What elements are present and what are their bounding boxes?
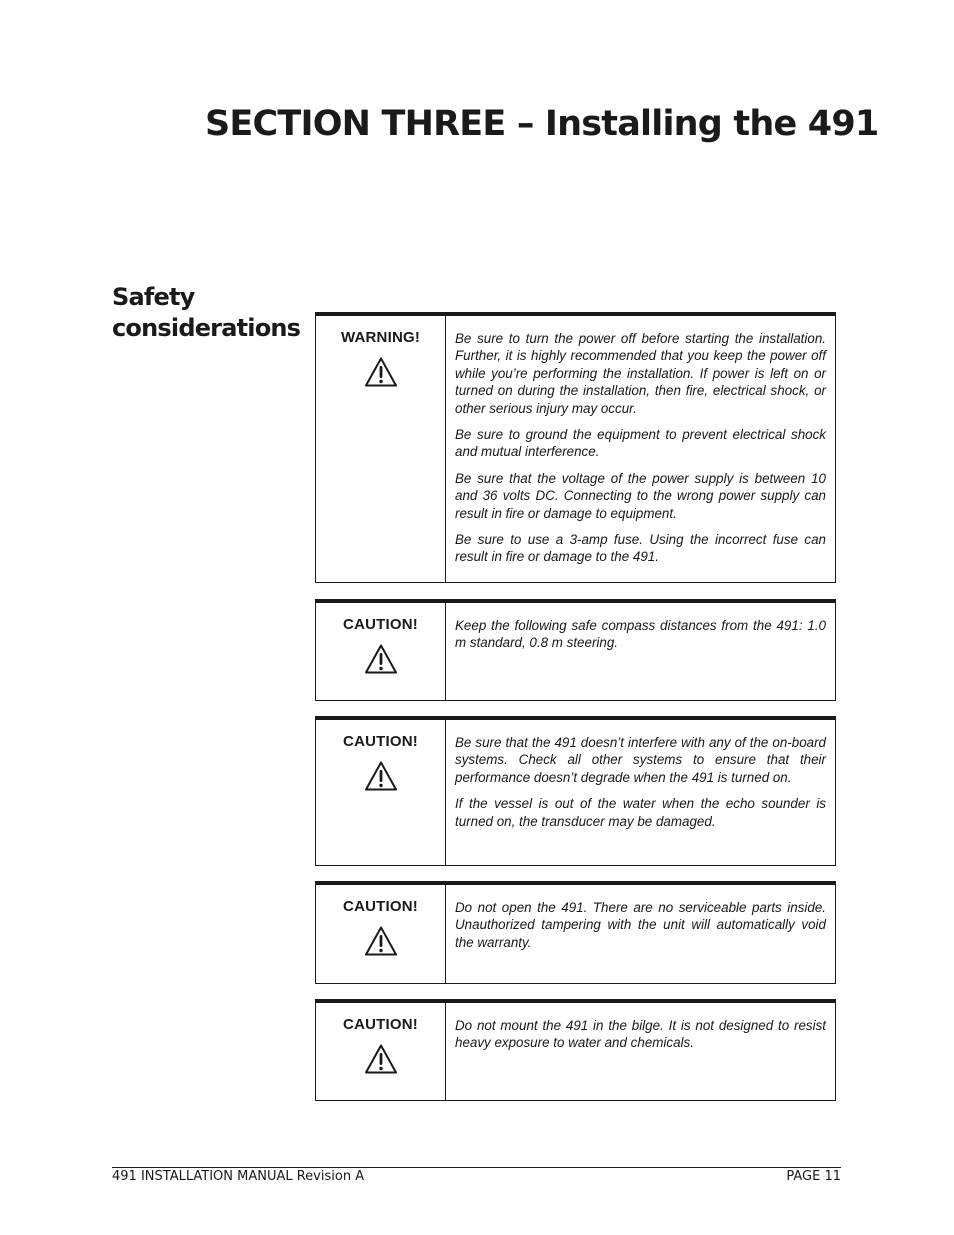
caution-notice [315,716,836,866]
notice-label: CAUTION! [343,1016,418,1033]
footer-page-number: PAGE 11 [786,1169,841,1184]
side-heading: Safety considerations [112,283,301,342]
warning-triangle-icon [364,1043,398,1075]
notice-body [446,316,835,582]
notice-paragraph: If the vessel is out of the water when the echo sounder is turned on, the transducer may be damaged. [455,796,826,829]
notice-body [446,885,835,983]
warning-triangle-icon [364,760,398,792]
notice-body [446,720,835,865]
notice-paragraph: Be sure that the 491 doesn’t interfere with any of the on-board systems. Check all other systems to ensure that their performance doesn’t degrade when the 491 is turned on. [455,735,826,785]
notice-label: CAUTION! [343,616,418,633]
notice-paragraph: Be sure that the voltage of the power supply is between 10 and 36 volts DC. Connecting to the wrong power supply can result in fire or damage to equipment. [455,470,826,521]
notice-paragraph: Be sure to turn the power off before starting the installation. Further, it is highly recommended that you keep the power off while you’re performing the installation. If power is left on or turned on during the installation, then fire, electrical shock, or other serious injury may occur. [455,331,826,416]
warning-triangle-icon [364,356,398,388]
notice-paragraph: Do not mount the 491 in the bilge. It is not designed to resist heavy exposure to water and chemicals. [455,1018,826,1051]
notice-body [446,1003,835,1100]
notice-label-cell [316,885,446,983]
caution-notice [315,999,836,1101]
notice-paragraph: Be sure to use a 3-amp fuse. Using the incorrect fuse can result in fire or damage to the 491. [455,532,826,565]
footer-manual-title: 491 INSTALLATION MANUAL Revision A [112,1169,365,1184]
notice-label: WARNING! [340,329,421,346]
notice-paragraph: Do not open the 491. There are no serviceable parts inside. Unauthorized tampering with the unit will automatically void the warranty. [455,900,826,950]
caution-notice [315,599,836,701]
notice-body [446,603,835,700]
notice-label-cell [316,603,446,700]
notice-paragraph: Be sure to ground the equipment to prevent electrical shock and mutual interference. [455,427,826,460]
notice-label-cell [316,1003,446,1100]
notice-label-cell [316,316,446,582]
caution-notice [315,881,836,984]
warning-triangle-icon [364,643,398,675]
warning-triangle-icon [364,925,398,957]
notice-label-cell [316,720,446,865]
footer-rule [112,1167,841,1168]
warning-notice [315,312,836,583]
notice-paragraph: Keep the following safe compass distances from the 491: 1.0 m standard, 0.8 m steering. [455,618,826,651]
section-title: SECTION THREE – Installing the 491 [205,104,879,144]
notice-label: CAUTION! [343,898,418,915]
notice-label: CAUTION! [343,733,418,750]
